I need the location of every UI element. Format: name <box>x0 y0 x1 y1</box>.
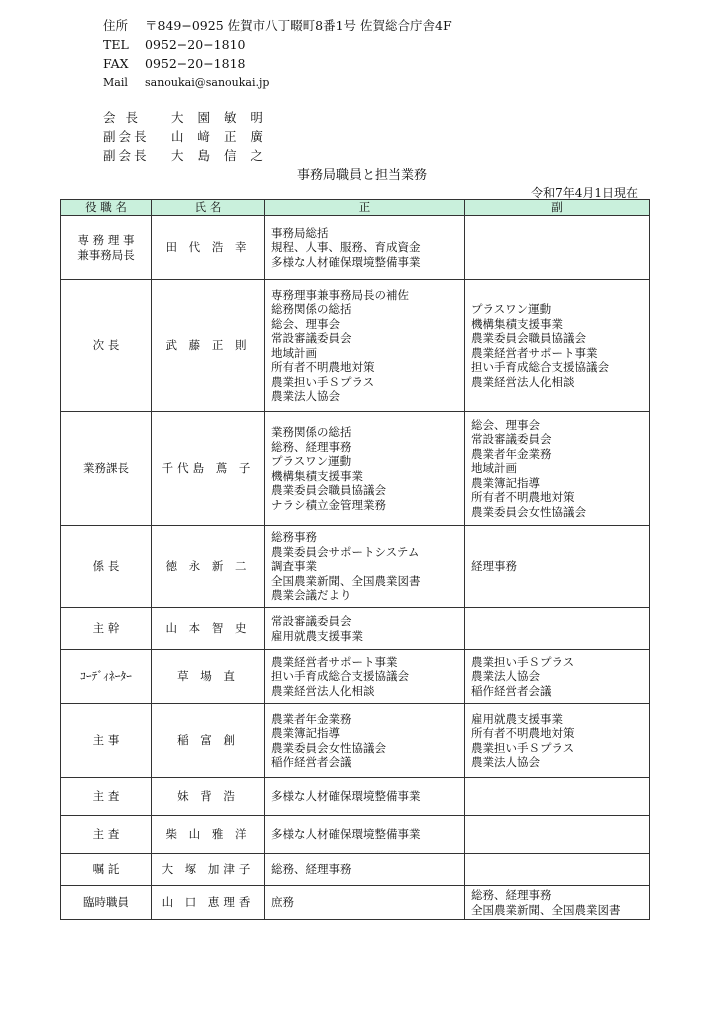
main-duty-item: 調査事業 <box>271 559 317 574</box>
table-row <box>61 280 650 412</box>
role-text: 次 長 <box>92 338 120 353</box>
table-row <box>61 854 650 886</box>
main-duty-item: 機構集積支援事業 <box>271 468 363 483</box>
sub-duty-item: 雇用就農支援事業 <box>471 711 563 726</box>
sub-duty-item: 農業経営者サポート事業 <box>471 345 598 360</box>
main-duty-cell <box>265 650 465 704</box>
sub-duty-item: 農業担い手Ｓプラス <box>471 740 575 755</box>
officer-row <box>103 108 268 127</box>
officer-row <box>103 127 268 146</box>
main-duty-item: 業務関係の総括 <box>271 425 352 439</box>
main-duty-item: 農業委員会サポートシステム <box>271 544 420 559</box>
sub-duty-item: プラスワン運動 <box>471 302 552 316</box>
name-cell: 徳 永 新 二 <box>152 526 265 608</box>
main-duty-cell <box>265 854 465 886</box>
name-cell: 稲 富 創 <box>152 704 265 778</box>
main-duty-item: 農業者年金業務 <box>271 711 352 726</box>
header-role: 役 職 名 <box>61 200 152 216</box>
header-sub-duty: 副 <box>465 200 650 216</box>
main-duty-item: 常設審議委員会 <box>271 614 352 628</box>
main-duty-cell <box>265 704 465 778</box>
main-duty-item: 専務理事兼事務局長の補佐 <box>271 287 409 302</box>
main-duty-item: 農業経営者サポート事業 <box>271 654 398 669</box>
role-text: 業務課長 <box>83 461 129 476</box>
role-text: 主 事 <box>92 733 120 748</box>
main-duty-item: 農業委員会職員協議会 <box>271 483 386 497</box>
officer-role: 会 長 <box>103 110 141 125</box>
table-row <box>61 412 650 526</box>
role-cell <box>61 608 152 650</box>
main-duty-item: 規程、人事、服務、育成資金 <box>271 240 421 255</box>
sub-duty-cell <box>465 280 650 412</box>
page-title: 事務局職員と担当業務 <box>296 168 427 183</box>
main-duty-cell <box>265 816 465 854</box>
officers-block <box>103 108 268 165</box>
main-duty-item: ナラシ積立金管理業務 <box>271 497 386 512</box>
sub-duty-cell <box>465 412 650 526</box>
main-duty-item: 農業会議だより <box>271 588 352 603</box>
sub-duty-cell <box>465 216 650 280</box>
main-duty-item: 多様な人材確保環境整備事業 <box>271 254 421 269</box>
sub-duty-item: 地域計画 <box>471 461 517 476</box>
role-cell <box>61 704 152 778</box>
role-text: 主 査 <box>92 789 120 804</box>
sub-duty-cell <box>465 886 650 920</box>
table-row <box>61 778 650 816</box>
sub-duty-item: 農業法人協会 <box>471 755 540 769</box>
main-duty-item: 総務関係の総括 <box>271 302 352 316</box>
officer-row <box>103 146 268 165</box>
role-text: 主 幹 <box>92 621 120 636</box>
sub-duty-cell <box>465 778 650 816</box>
sub-duty-item: 稲作経営者会議 <box>471 683 552 698</box>
sub-duty-item: 担い手育成総合支援協議会 <box>471 360 609 374</box>
tel-row <box>103 35 452 54</box>
role-text: 係 長 <box>92 559 120 574</box>
sub-duty-item: 所有者不明農地対策 <box>471 490 575 505</box>
main-duty-item: 農業担い手Ｓプラス <box>271 374 375 389</box>
table-row <box>61 526 650 608</box>
role-cell <box>61 280 152 412</box>
main-duty-item: 所有者不明農地対策 <box>271 360 375 374</box>
sub-duty-cell <box>465 854 650 886</box>
sub-duty-item: 常設審議委員会 <box>471 432 552 447</box>
sub-duty-item: 所有者不明農地対策 <box>471 726 575 740</box>
address-value: 〒849−0925 佐賀市八丁畷町8番1号 佐賀総合庁舎4F <box>145 18 452 33</box>
officer-name: 山 﨑 正 廣 <box>171 129 268 144</box>
main-duty-item: 稲作経営者会議 <box>271 755 352 769</box>
name-cell: 田 代 浩 幸 <box>152 216 265 280</box>
name-cell: 草 場 直 <box>152 650 265 704</box>
role-text: 主 査 <box>92 827 120 842</box>
officer-role: 副会長 <box>103 129 150 144</box>
sub-duty-item: 機構集積支援事業 <box>471 316 563 331</box>
address-row <box>103 16 452 35</box>
sub-duty-cell <box>465 650 650 704</box>
header-main-duty: 正 <box>265 200 465 216</box>
sub-duty-item: 農業者年金業務 <box>471 446 552 461</box>
name-cell: 大 塚 加津子 <box>152 854 265 886</box>
role-cell <box>61 778 152 816</box>
main-duty-item: 総務事務 <box>271 530 317 545</box>
tel-value: 0952−20−1810 <box>145 37 246 52</box>
officer-name: 大 島 信 之 <box>171 148 268 163</box>
main-duty-item: 担い手育成総合支援協議会 <box>271 669 409 684</box>
main-duty-cell <box>265 412 465 526</box>
main-duty-item: 総会、理事会 <box>271 316 340 331</box>
main-duty-item: 雇用就農支援事業 <box>271 628 363 643</box>
name-cell: 妹 背 浩 <box>152 778 265 816</box>
role-cell <box>61 412 152 526</box>
mail-value[interactable]: sanoukai@sanoukai.jp <box>145 76 270 89</box>
role-cell <box>61 886 152 920</box>
main-duty-cell <box>265 280 465 412</box>
table-row <box>61 704 650 778</box>
role-cell <box>61 816 152 854</box>
role-text: ｺｰﾃﾞｨﾈｰﾀｰ <box>80 669 132 684</box>
main-duty-item: 多様な人材確保環境整備事業 <box>271 827 421 842</box>
mail-label: Mail <box>103 76 128 89</box>
table-row <box>61 816 650 854</box>
role-text: 兼事務局長 <box>77 247 135 262</box>
role-cell <box>61 650 152 704</box>
main-duty-cell <box>265 886 465 920</box>
role-cell <box>61 216 152 280</box>
sub-duty-cell <box>465 608 650 650</box>
name-cell: 武 藤 正 則 <box>152 280 265 412</box>
name-cell: 山 口 恵理香 <box>152 886 265 920</box>
table-row <box>61 608 650 650</box>
main-duty-item: 多様な人材確保環境整備事業 <box>271 789 421 804</box>
main-duty-item: 総務、経理事務 <box>271 862 352 877</box>
name-cell: 千代島 蔦 子 <box>152 412 265 526</box>
fax-value: 0952−20−1818 <box>145 56 246 71</box>
sub-duty-cell <box>465 704 650 778</box>
main-duty-cell <box>265 216 465 280</box>
main-duty-item: 庶務 <box>271 895 294 910</box>
table-row <box>61 886 650 920</box>
main-duty-cell <box>265 608 465 650</box>
sub-duty-item: 経理事務 <box>471 559 517 574</box>
main-duty-item: 全国農業新聞、全国農業図書 <box>271 573 421 588</box>
staff-duties-table <box>60 199 650 920</box>
name-cell: 山 本 智 史 <box>152 608 265 650</box>
main-duty-item: 総務、経理事務 <box>271 439 352 454</box>
main-duty-cell <box>265 778 465 816</box>
main-duty-item: 農業経営法人化相談 <box>271 683 375 698</box>
role-text: 嘱 託 <box>92 862 120 877</box>
role-text: 臨時職員 <box>83 895 129 910</box>
officer-name: 大 園 敏 明 <box>171 110 268 125</box>
table-row <box>61 650 650 704</box>
sub-duty-item: 農業法人協会 <box>471 669 540 684</box>
main-duty-cell <box>265 526 465 608</box>
fax-row <box>103 54 452 73</box>
officer-role: 副会長 <box>103 148 150 163</box>
main-duty-item: プラスワン運動 <box>271 454 352 468</box>
header-name: 氏 名 <box>152 200 265 216</box>
address-label: 住所 <box>103 18 129 33</box>
main-duty-item: 事務局総括 <box>271 225 329 240</box>
main-duty-item: 農業法人協会 <box>271 389 340 403</box>
as-of-date: 令和7年4月1日現在 <box>531 186 638 200</box>
role-cell <box>61 854 152 886</box>
sub-duty-item: 総務、経理事務 <box>471 888 552 902</box>
mail-row <box>103 73 452 93</box>
sub-duty-item: 全国農業新聞、全国農業図書 <box>471 902 621 917</box>
role-text: 専 務 理 事 <box>77 233 135 247</box>
role-cell <box>61 526 152 608</box>
table-row <box>61 216 650 280</box>
sub-duty-item: 農業委員会職員協議会 <box>471 331 586 345</box>
table-header-row <box>61 200 650 216</box>
sub-duty-cell <box>465 816 650 854</box>
contact-block <box>103 16 452 93</box>
main-duty-item: 農業委員会女性協議会 <box>271 740 386 755</box>
sub-duty-cell <box>465 526 650 608</box>
main-duty-item: 地域計画 <box>271 345 317 360</box>
main-duty-item: 常設審議委員会 <box>271 331 352 345</box>
tel-label: TEL <box>103 37 129 52</box>
sub-duty-item: 総会、理事会 <box>471 417 540 432</box>
main-duty-item: 農業簿記指導 <box>271 726 340 740</box>
sub-duty-item: 農業委員会女性協議会 <box>471 504 586 519</box>
fax-label: FAX <box>103 56 129 71</box>
sub-duty-item: 農業経営法人化相談 <box>471 374 575 389</box>
sub-duty-item: 農業簿記指導 <box>471 475 540 490</box>
name-cell: 柴 山 雅 洋 <box>152 816 265 854</box>
sub-duty-item: 農業担い手Ｓプラス <box>471 654 575 669</box>
